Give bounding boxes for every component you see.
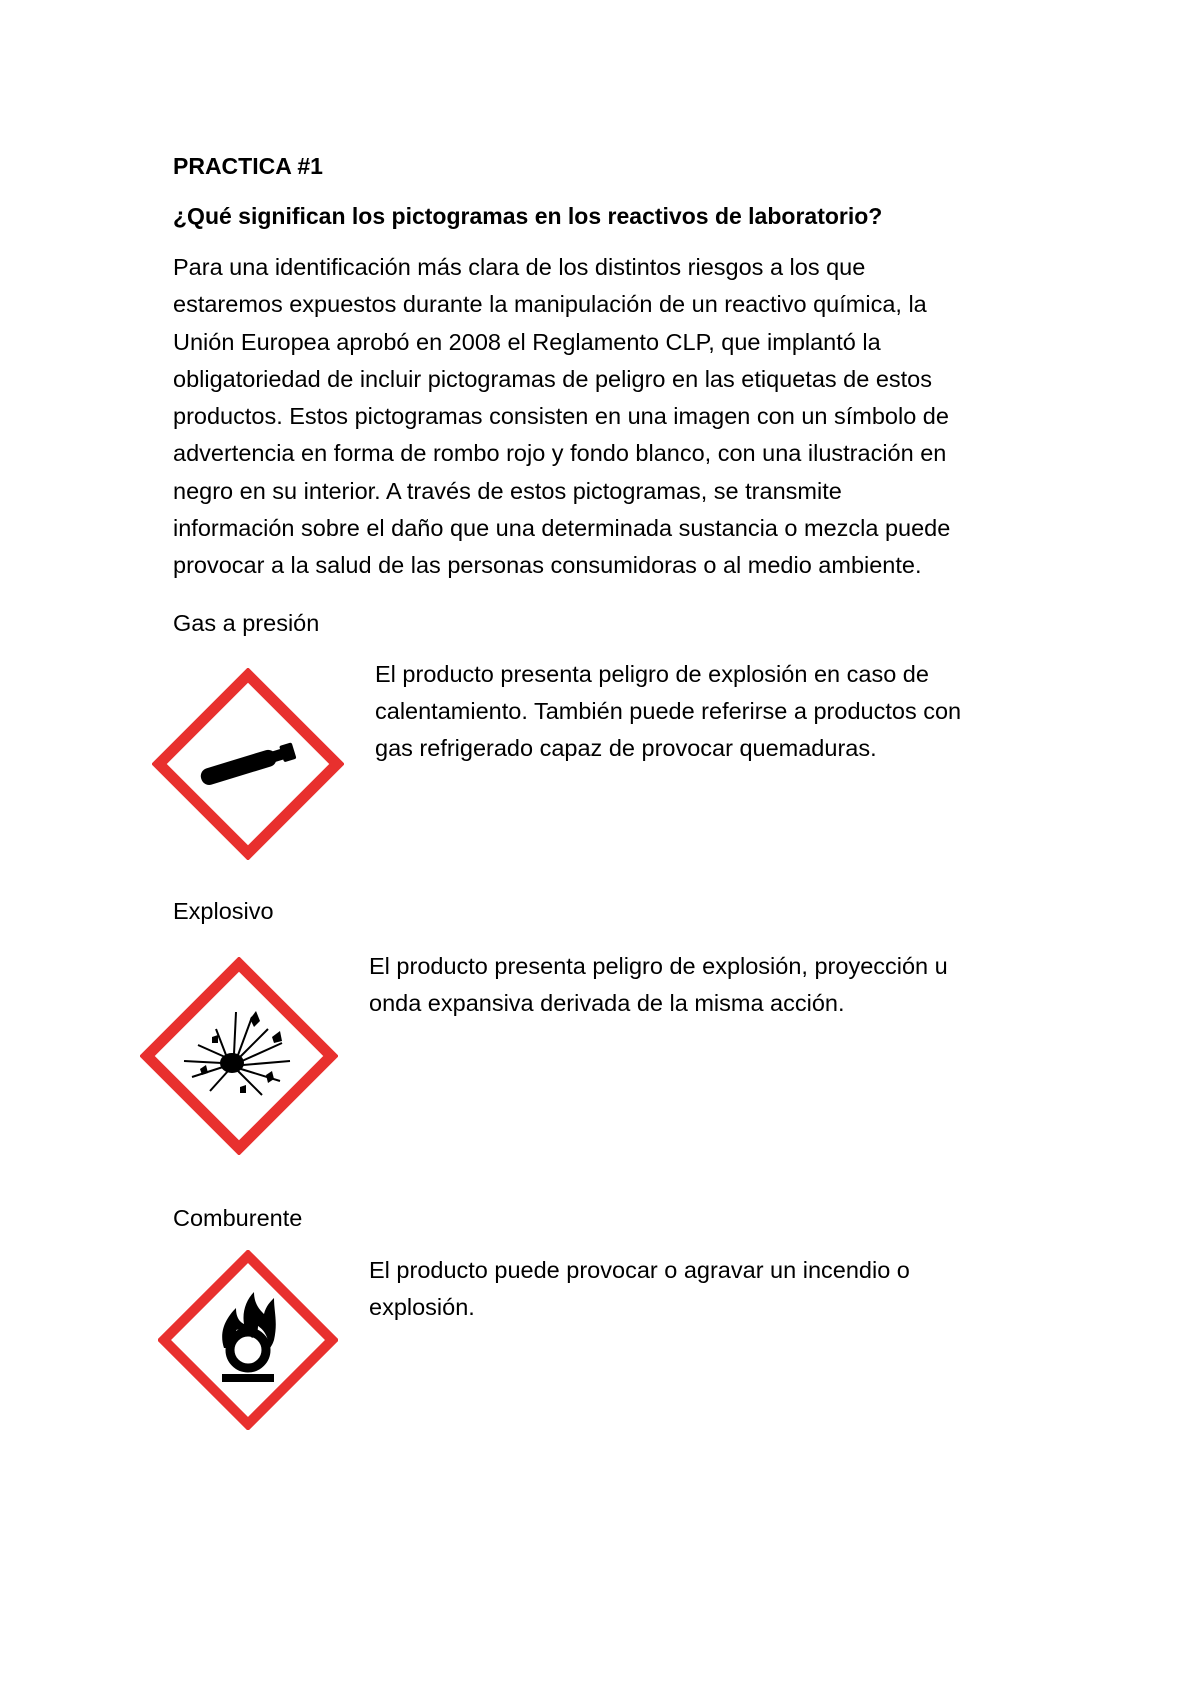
exploding-bomb-pictogram <box>140 957 338 1155</box>
section-heading-gas: Gas a presión <box>173 610 320 636</box>
explosive-description-line: El producto presenta peligro de explosión, proyección u <box>369 953 948 979</box>
intro-line: negro en su interior. A través de estos pictogramas, se transmite <box>173 477 842 504</box>
explosive-description-line: onda expansiva derivada de la misma acción. <box>369 990 845 1016</box>
gas-description-line: gas refrigerado capaz de provocar quemaduras. <box>375 735 877 761</box>
intro-paragraph <box>173 249 950 585</box>
intro-line: productos. Estos pictogramas consisten en una imagen con un símbolo de <box>173 403 949 430</box>
gas-description <box>375 656 961 767</box>
intro-line: Unión Europea aprobó en 2008 el Reglamento CLP, que implantó la <box>173 328 881 355</box>
intro-line: provocar a la salud de las personas consumidoras o al medio ambiente. <box>173 552 922 579</box>
oxidizer-description-line: explosión. <box>369 1294 475 1320</box>
intro-line: advertencia en forma de rombo rojo y fondo blanco, con una ilustración en <box>173 440 947 467</box>
document-question: ¿Qué significan los pictogramas en los reactivos de laboratorio? <box>173 203 883 229</box>
section-heading-oxidizer: Comburente <box>173 1205 303 1231</box>
gas-cylinder-icon <box>152 668 344 860</box>
gas-cylinder-pictogram <box>152 668 344 860</box>
intro-line: información sobre el daño que una determinada sustancia o mezcla puede <box>173 515 951 542</box>
explosive-description <box>369 948 948 1022</box>
oxidizer-description-line: El producto puede provocar o agravar un incendio o <box>369 1257 910 1283</box>
gas-description-line: El producto presenta peligro de explosión en caso de <box>375 661 929 687</box>
intro-line: Para una identificación más clara de los distintos riesgos a los que <box>173 254 866 280</box>
intro-line: obligatoriedad de incluir pictogramas de peligro en las etiquetas de estos <box>173 365 932 392</box>
oxidizer-description <box>369 1252 910 1326</box>
flame-over-circle-icon <box>158 1250 338 1430</box>
document-title: PRACTICA #1 <box>173 153 323 179</box>
intro-line: estaremos expuestos durante la manipulación de un reactivo química, la <box>173 291 927 318</box>
gas-description-line: calentamiento. También puede referirse a productos con <box>375 698 962 724</box>
section-heading-explosive: Explosivo <box>173 898 274 924</box>
exploding-bomb-icon <box>140 957 338 1155</box>
flame-over-circle-pictogram <box>158 1250 338 1430</box>
